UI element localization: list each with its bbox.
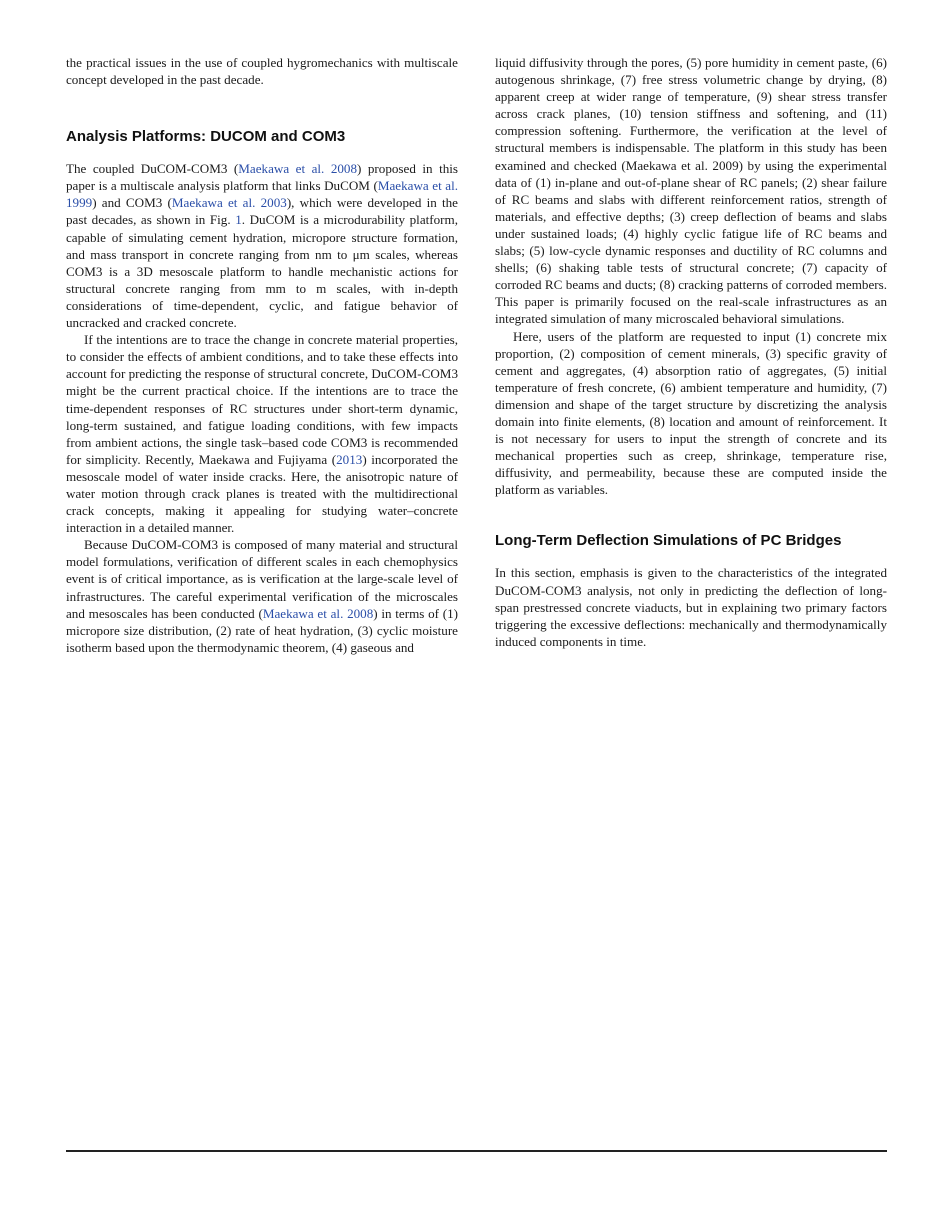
text-segment: . DuCOM is a microdurability platform, capable of simulating cement hydration, micropore structure formation, and mass transport in concrete ranging from nm to μm scales, whereas COM3 is a 3D mesoscale platform to handle mechanistic actions for structural concrete ranging from mm to m scales, with in-depth considerations of time-dependent, cyclic, and fatigue behavior of uncracked and cracked concrete. (66, 212, 458, 331)
section-heading-analysis-platforms: Analysis Platforms: DUCOM and COM3 (66, 128, 346, 146)
text-segment: ), which were developed in the past decades, as shown in Fig. (66, 195, 458, 228)
text-segment: ) incorporated the mesoscale model of water inside cracks. Here, the anisotropic nature of water motion through crack planes is treated with the multidirectional crack concepts, making it appealing for studying water–concrete interaction in a detailed manner. (66, 451, 458, 536)
paragraph-user-inputs: Here, users of the platform are requested to input (1) concrete mix proportion, (2) composition of cement minerals, (3) specific gravity of cement and aggregates, (4) absorption ratio of aggregates, (5) initial temperature of fresh concrete, (6) ambient temperature and humidity, (7) dimension and shape of the target structure by discretizing the analysis domain into finite elements, (8) location and amount of reinforcement. It is not necessary for users to input the strength of concrete and its mechanical properties such as creep, shrinkage, temperature rise, diffusivity, and permeability, because these are computed inside the platform as variables. (495, 328, 887, 498)
paragraph-deflection-intro: In this section, emphasis is given to the characteristics of the integrated DuCOM-COM3 analysis, not only in predicting the deflection of long-span prestressed concrete viaducts, but in explaining two primary factors triggering the excessive deflections: mechanically and thermodynamically induced components in time. (495, 565, 887, 649)
carryover-paragraph: the practical issues in the use of coupled hygromechanics with multiscale concept developed in the past decade. (66, 55, 458, 88)
figure-link[interactable]: 1 (235, 212, 242, 228)
text-segment: ) and COM3 ( (92, 195, 172, 211)
text-segment: Because DuCOM-COM3 is composed of many material and structural model formulations, verification of different scales in each chemophysics event is of critical importance, as is verification at the large-scale level of infrastructures. The careful experimental verification of the microscales and mesoscales has been conducted ( (66, 537, 458, 621)
citation-link[interactable]: Maekawa et al. 2008 (238, 161, 358, 177)
paragraph-coupled-platform (66, 160, 458, 331)
text-segment: If the intentions are to trace the change in concrete material properties, to consider the effects of ambient conditions, and to take these effects into account for predicting the response of structural concrete, DuCOM-COM3 might be the current practical choice. If the intentions are to trace the time-dependent responses of RC structures under short-term dynamic, long-term sustained, and fatigue loading conditions, with few impacts from ambient actions, the single task–based code COM3 is recommended for simplicity. Recently, Maekawa and Fujiyama ( (66, 332, 458, 467)
left-column (66, 54, 458, 656)
citation-link[interactable]: Maekawa et al. 1999 (66, 178, 458, 211)
paragraph-verification (66, 536, 458, 656)
text-segment: The coupled DuCOM-COM3 ( (66, 161, 239, 177)
paragraph-intentions (66, 331, 458, 536)
footer-rule (66, 1150, 887, 1152)
text-segment: ) proposed in this paper is a multiscale analysis platform that links DuCOM ( (66, 161, 458, 194)
text-segment: ) in terms of (1) micropore size distribution, (2) rate of heat hydration, (3) cyclic moisture isotherm based upon the thermodynamic theorem, (4) gaseous and (66, 605, 459, 655)
right-column (495, 54, 887, 650)
citation-link[interactable]: 2013 (336, 451, 363, 467)
paragraph-verification-continued: liquid diffusivity through the pores, (5) pore humidity in cement paste, (6) autogenous shrinkage, (7) free stress volumetric change by drying, (8) apparent creep at wider range of temperature, (9) shear stress transfer across crack planes, (10) tension stiffness and softening, and (11) compression softening. Furthermore, the verification at the level of structural members is indispensable. The platform in this study has been examined and checked (Maekawa et al. 2009) by using the experimental data of (1) in-plane and out-of-plane shear of RC panels; (2) shear failure of RC beams and slabs with different reinforcement ratios, strength of materials, and effective depths; (3) creep deflection of beams and slabs under sustained loads; (4) highly cyclic fatigue life of RC beams and slabs; (5) low-cycle dynamic responses and ductility of RC columns and shells; (6) shaking table tests of structural concrete; (7) capacity of corroded RC beams and ducts; (8) cracking patterns of corroded members. This paper is primarily focused on the real-scale infrastructures as an integrated simulation of many microscaled behavioral simulations. (495, 55, 887, 327)
citation-link[interactable]: Maekawa et al. 2008 (262, 605, 374, 621)
citation-link[interactable]: Maekawa et al. 2003 (171, 195, 287, 211)
section-heading-long-term-deflection: Long-Term Deflection Simulations of PC Bridges (495, 532, 842, 550)
